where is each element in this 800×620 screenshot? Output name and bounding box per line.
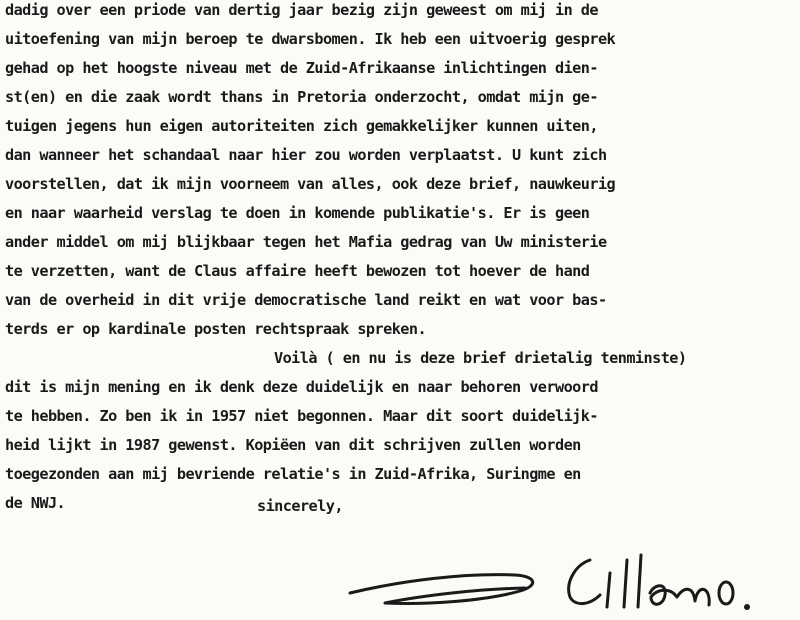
letter-line: ander middel om mij blijkbaar tegen het Mafia gedrag van Uw ministerie <box>5 233 607 251</box>
letter-line: van de overheid in dit vrije democratische land reikt en wat voor bas- <box>5 291 607 309</box>
letter-line: te verzetten, want de Claus affaire heeft bewozen tot hoever de hand <box>5 262 590 280</box>
paragraph-opening-line: Voilà ( en nu is deze brief drietalig tenminste) <box>274 349 687 367</box>
letter-line: te hebben. Zo ben ik in 1957 niet begonnen. Maar dit soort duidelijk- <box>5 407 598 425</box>
letter-line: dit is mijn mening en ik denk deze duidelijk en naar behoren verwoord <box>5 378 598 396</box>
letter-line: gehad op het hoogste niveau met de Zuid-Afrikaanse inlichtingen dien- <box>5 59 598 77</box>
letter-line: uitoefening van mijn beroep te dwarsbomen. Ik heb een uitvoerig gesprek <box>5 30 616 48</box>
letter-line: voorstellen, dat ik mijn voorneem van alles, ook deze brief, nauwkeurig <box>5 175 616 193</box>
closing-salutation: sincerely, <box>257 497 343 515</box>
letter-line: heid lijkt in 1987 gewenst. Kopiëen van dit schrijven zullen worden <box>5 436 581 454</box>
handwritten-signature <box>345 535 755 620</box>
letter-line: dan wanneer het schandaal naar hier zou worden verplaatst. U kunt zich <box>5 146 607 164</box>
letter-line: tuigen jegens hun eigen autoriteiten zich gemakkelijker kunnen uiten, <box>5 117 598 135</box>
letter-line: en naar waarheid verslag te doen in komende publikatie's. Er is geen <box>5 204 590 222</box>
letter-line: terds er op kardinale posten rechtspraak spreken. <box>5 320 427 338</box>
letter-line: st(en) en die zaak wordt thans in Pretoria onderzocht, omdat mijn ge- <box>5 88 598 106</box>
letter-line: de NWJ. <box>5 494 66 512</box>
letter-line: dadig over een priode van dertig jaar bezig zijn geweest om mij in de <box>5 1 598 19</box>
letter-line: toegezonden aan mij bevriende relatie's in Zuid-Afrika, Suringme en <box>5 465 581 483</box>
